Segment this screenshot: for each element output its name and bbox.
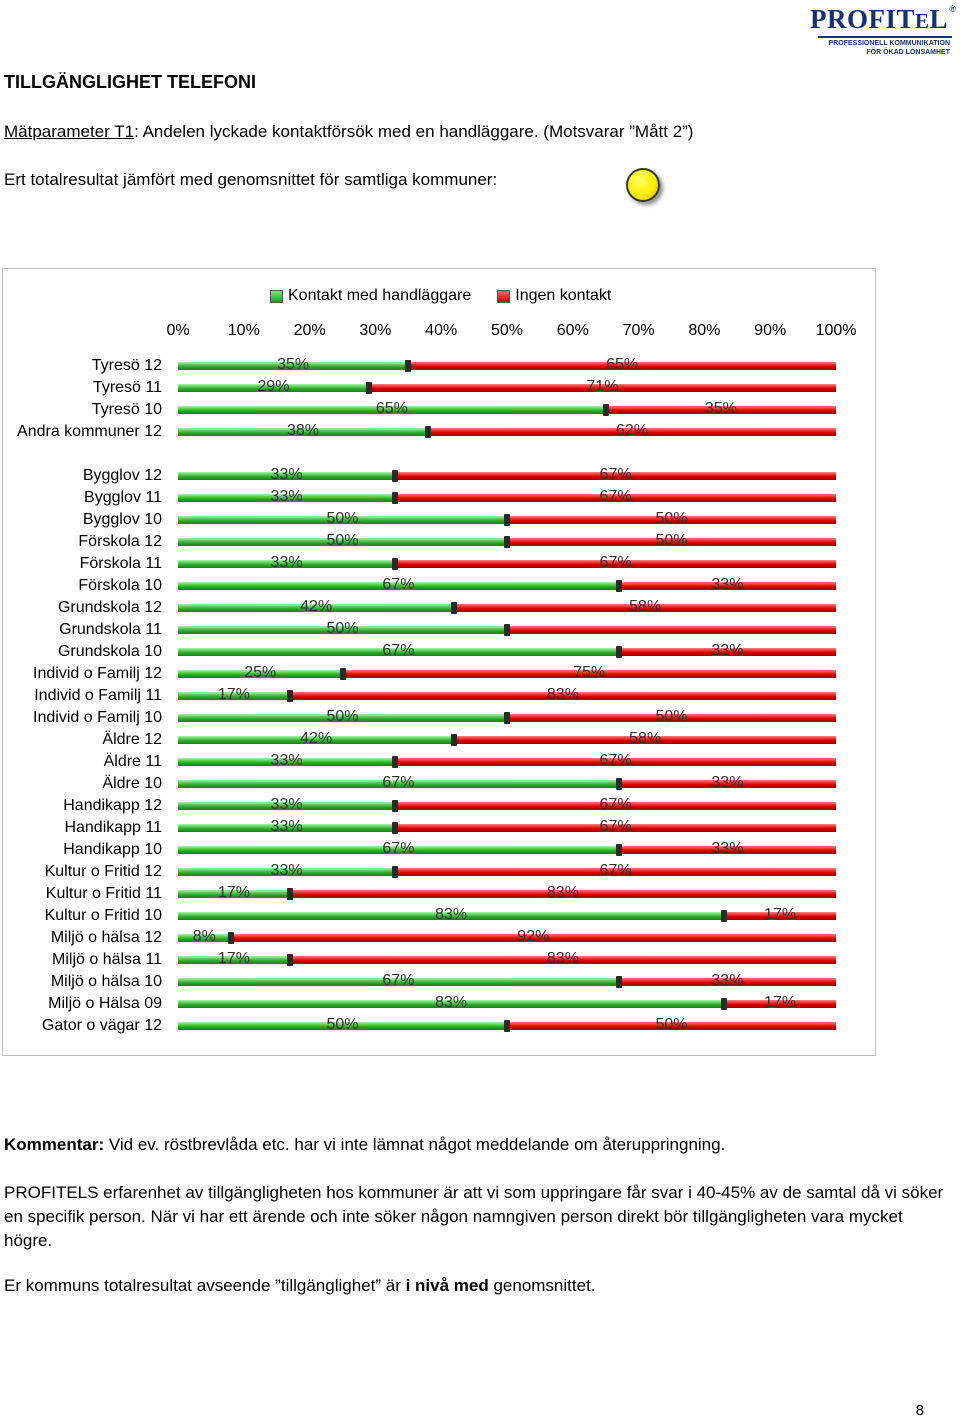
data-label-no-contact: 67% [599, 796, 632, 813]
category-label: Grundskola 11 [59, 621, 162, 638]
chart-row [0, 422, 960, 444]
category-label: Kultur o Fritid 10 [44, 907, 162, 924]
chart-row [0, 818, 960, 840]
category-label: Förskola 10 [78, 577, 162, 594]
chart-row [0, 510, 960, 532]
x-tick-label: 0% [166, 322, 190, 339]
chart-row [0, 796, 960, 818]
chart-row [0, 598, 960, 620]
total-result-text: Ert totalresultat jämfört med genomsnittet för samtliga kommuner: [4, 170, 498, 189]
data-label-no-contact: 58% [629, 598, 662, 615]
data-label-no-contact: 83% [546, 950, 579, 967]
chart-row [0, 488, 960, 510]
segment-boundary-marker [504, 1020, 510, 1032]
data-label-contact: 67% [382, 840, 415, 857]
data-label-no-contact: 67% [599, 818, 632, 835]
category-label: Handikapp 11 [64, 819, 162, 836]
data-label-no-contact: 67% [599, 752, 632, 769]
data-label-contact: 67% [382, 576, 415, 593]
data-label-contact: 83% [435, 994, 468, 1011]
logo-tagline-2: FÖR ÖKAD LÖNSAMHET [866, 49, 950, 56]
final-bold: i nivå med [405, 1276, 489, 1295]
data-label-contact: 33% [270, 488, 303, 505]
data-label-no-contact: 33% [711, 972, 744, 989]
data-label-contact: 25% [244, 664, 277, 681]
data-label-contact: 50% [326, 510, 359, 527]
data-label-no-contact: 50% [655, 1016, 688, 1033]
data-label-no-contact: 83% [546, 884, 579, 901]
x-tick-label: 10% [227, 322, 260, 339]
data-label-contact: 67% [382, 774, 415, 791]
category-label: Bygglov 12 [82, 467, 162, 484]
data-label-contact: 17% [217, 950, 250, 967]
data-label-contact: 17% [217, 884, 250, 901]
data-label-no-contact: 92% [517, 928, 550, 945]
data-label-no-contact: 50% [655, 532, 688, 549]
category-label: Gator o vägar 12 [41, 1017, 162, 1034]
legend-label-contact: Kontakt med handläggare [288, 287, 472, 304]
chart-row [0, 532, 960, 554]
segment-boundary-marker [425, 426, 431, 438]
final-statement [4, 1276, 596, 1296]
category-label: Tyresö 12 [91, 357, 162, 374]
bar-no-contact [507, 626, 836, 634]
chart-row [0, 906, 960, 928]
category-label: Tyresö 10 [91, 401, 162, 418]
x-tick-label: 50% [490, 322, 524, 339]
category-label: Handikapp 12 [63, 797, 162, 814]
chart-row [0, 664, 960, 686]
chart-row [0, 994, 960, 1016]
legend-label-no-contact: Ingen kontakt [515, 287, 612, 304]
chart-row [0, 356, 960, 378]
category-label: Miljö o hälsa 11 [52, 951, 162, 968]
x-tick-label: 80% [688, 322, 721, 339]
data-label-no-contact: 65% [606, 356, 639, 373]
data-label-no-contact: 17% [764, 906, 797, 923]
category-label: Äldre 12 [102, 731, 162, 748]
chart-row [0, 620, 960, 642]
segment-boundary-marker [340, 668, 346, 680]
chart-row [0, 884, 960, 906]
chart-row [0, 554, 960, 576]
chart-row [0, 686, 960, 708]
data-label-no-contact: 67% [599, 554, 632, 571]
category-label: Äldre 10 [102, 775, 162, 792]
chart-row [0, 752, 960, 774]
chart-row [0, 466, 960, 488]
data-label-no-contact: 58% [629, 730, 662, 747]
chart-row [0, 378, 960, 400]
page-heading: TILLGÄNGLIGHET TELEFONI [4, 72, 256, 92]
segment-boundary-marker [721, 998, 727, 1010]
data-label-contact: 33% [270, 818, 303, 835]
data-label-contact: 50% [326, 532, 359, 549]
x-tick-label: 70% [622, 322, 655, 339]
x-tick-label: 100% [815, 322, 857, 339]
x-tick-label: 20% [293, 322, 326, 339]
segment-boundary-marker [366, 382, 372, 394]
chart-row [0, 928, 960, 950]
chart-row [0, 708, 960, 730]
segment-boundary-marker [392, 558, 398, 570]
segment-boundary-marker [451, 734, 457, 746]
data-label-no-contact: 71% [586, 378, 619, 395]
comment-text: Vid ev. röstbrevlåda etc. har vi inte lämnat något meddelande om återuppringning. [104, 1135, 726, 1154]
data-label-no-contact: 33% [711, 576, 744, 593]
segment-boundary-marker [616, 580, 622, 592]
segment-boundary-marker [504, 712, 510, 724]
category-label: Grundskola 12 [57, 599, 162, 616]
data-label-no-contact: 83% [546, 686, 579, 703]
data-label-no-contact: 67% [599, 466, 632, 483]
data-label-contact: 17% [217, 686, 250, 703]
segment-boundary-marker [603, 404, 609, 416]
category-label: Kultur o Fritid 11 [45, 885, 162, 902]
category-label: Förskola 12 [78, 533, 162, 550]
category-label: Miljö o hälsa 10 [50, 973, 162, 990]
data-label-contact: 42% [300, 730, 333, 747]
chart-row [0, 730, 960, 752]
segment-boundary-marker [616, 778, 622, 790]
category-label: Tyresö 11 [92, 379, 162, 396]
data-label-contact: 33% [270, 554, 303, 571]
chart-row [0, 972, 960, 994]
data-label-contact: 67% [382, 972, 415, 989]
segment-boundary-marker [405, 360, 411, 372]
data-label-contact: 65% [375, 400, 408, 417]
data-label-no-contact: 33% [711, 642, 744, 659]
category-label: Grundskola 10 [57, 643, 162, 660]
segment-boundary-marker [616, 844, 622, 856]
x-tick-label: 40% [425, 322, 458, 339]
logo-tagline-1: PROFESSIONELL KOMMUNIKATION [828, 40, 950, 47]
x-tick-label: 30% [359, 322, 392, 339]
segment-boundary-marker [287, 954, 293, 966]
data-label-no-contact: 33% [711, 774, 744, 791]
segment-boundary-marker [451, 602, 457, 614]
data-label-contact: 8% [192, 928, 216, 945]
chart-row [0, 1016, 960, 1038]
segment-boundary-marker [287, 690, 293, 702]
x-tick-label: 60% [556, 322, 589, 339]
final-post: genomsnittet. [488, 1276, 596, 1295]
comment-label: Kommentar: [4, 1135, 105, 1154]
category-label: Individ o Familj 11 [34, 687, 162, 704]
segment-boundary-marker [504, 624, 510, 636]
category-label: Individ o Familj 10 [33, 709, 162, 726]
category-label: Miljö o Hälsa 09 [48, 995, 162, 1012]
data-label-no-contact: 35% [704, 400, 737, 417]
data-label-contact: 33% [270, 796, 303, 813]
data-label-contact: 50% [326, 620, 359, 637]
data-label-contact: 33% [270, 752, 303, 769]
segment-boundary-marker [721, 910, 727, 922]
data-label-no-contact: 33% [711, 840, 744, 857]
experience-paragraph: PROFITELS erfarenhet av tillgängligheten hos kommuner är att vi som uppringare får svar i 40-45% av de samtal då vi söker en specifik person. När vi har ett ärende och inte söker någon namngiven person direkt bör tillgängligheten vara mycket högre. [4, 1183, 944, 1250]
data-label-no-contact: 75% [573, 664, 606, 681]
data-label-contact: 50% [326, 708, 359, 725]
category-label: Handikapp 10 [63, 841, 162, 858]
data-label-no-contact: 50% [655, 510, 688, 527]
segment-boundary-marker [287, 888, 293, 900]
segment-boundary-marker [228, 932, 234, 944]
chart-row [0, 862, 960, 884]
segment-boundary-marker [392, 866, 398, 878]
segment-boundary-marker [616, 646, 622, 658]
data-label-no-contact: 67% [599, 862, 632, 879]
category-label: Andra kommuner 12 [17, 423, 162, 440]
chart-row [0, 774, 960, 796]
data-label-no-contact: 67% [599, 488, 632, 505]
segment-boundary-marker [392, 470, 398, 482]
data-label-no-contact: 17% [764, 994, 797, 1011]
chart-row [0, 576, 960, 598]
data-label-contact: 33% [270, 862, 303, 879]
logo-wordmark: PROFITEL [809, 4, 948, 34]
segment-boundary-marker [392, 492, 398, 504]
data-label-contact: 35% [277, 356, 310, 373]
data-label-contact: 38% [287, 422, 320, 439]
category-label: Individ o Familj 12 [33, 665, 162, 682]
category-label: Äldre 11 [103, 753, 162, 770]
data-label-contact: 50% [326, 1016, 359, 1033]
category-label: Förskola 11 [79, 555, 162, 572]
registered-mark: ® [949, 4, 956, 14]
segment-boundary-marker [616, 976, 622, 988]
chart-row [0, 400, 960, 422]
data-label-no-contact: 62% [616, 422, 649, 439]
segment-boundary-marker [504, 514, 510, 526]
page-number: 8 [915, 1402, 924, 1419]
segment-boundary-marker [392, 800, 398, 812]
comment [4, 1135, 944, 1155]
metric-text: : Andelen lyckade kontaktförsök med en handläggare. (Motsvarar ”Mått 2”) [134, 122, 694, 141]
data-label-contact: 33% [270, 466, 303, 483]
segment-boundary-marker [392, 822, 398, 834]
data-label-contact: 67% [382, 642, 415, 659]
category-label: Kultur o Fritid 12 [44, 863, 162, 880]
chart-row [0, 950, 960, 972]
metric-label: Mätparameter T1 [4, 122, 135, 141]
category-label: Miljö o hälsa 12 [50, 929, 162, 946]
data-label-contact: 42% [300, 598, 333, 615]
x-tick-label: 90% [754, 322, 787, 339]
category-label: Bygglov 10 [82, 511, 162, 528]
data-label-no-contact: 50% [655, 708, 688, 725]
segment-boundary-marker [392, 756, 398, 768]
category-label: Bygglov 11 [84, 489, 162, 506]
data-label-contact: 29% [257, 378, 290, 395]
final-pre: Er kommuns totalresultat avseende ”tillgänglighet” är [4, 1276, 406, 1295]
chart-row [0, 642, 960, 664]
segment-boundary-marker [504, 536, 510, 548]
data-label-contact: 83% [435, 906, 468, 923]
chart-row [0, 840, 960, 862]
